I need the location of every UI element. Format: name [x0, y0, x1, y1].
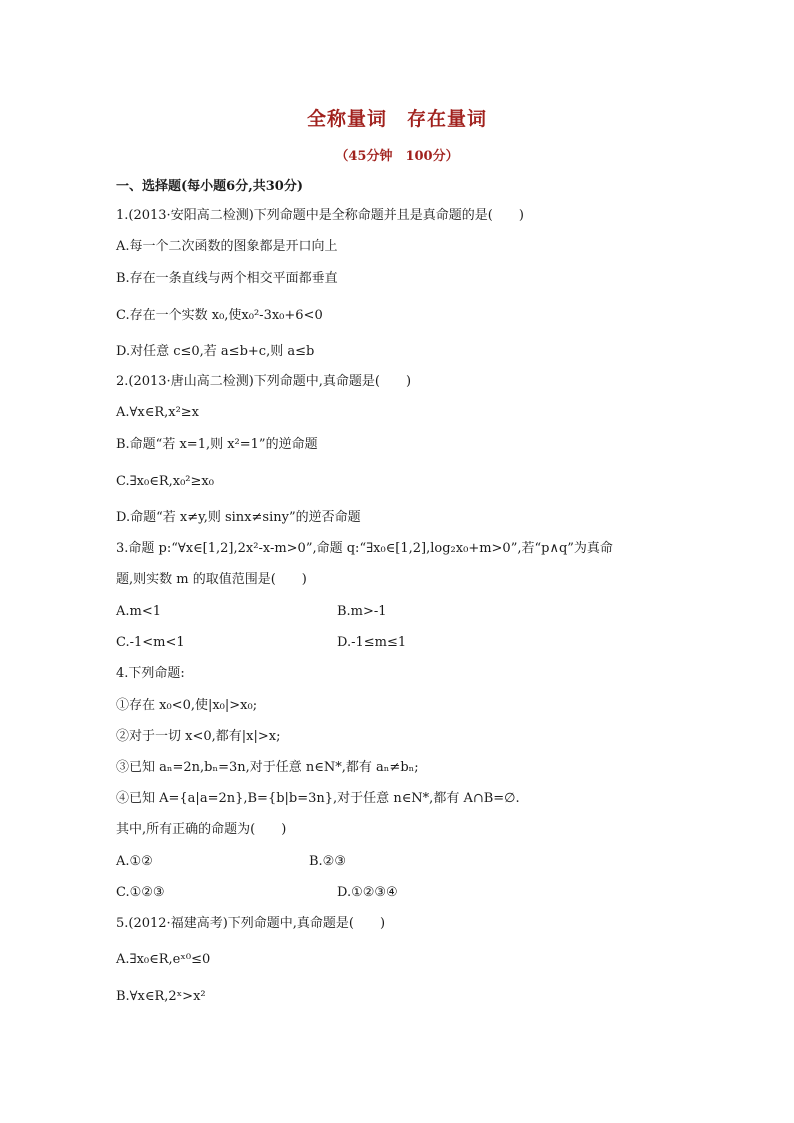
q4-option-d: D.①②③④ [337, 885, 398, 900]
q3-stem-line1: 3.命题 p:“∀x∈[1,2],2x²-x-m>0”,命题 q:“∃x₀∈[1,2],log₂x₀+m>0”,若“p∧q”为真命 [116, 541, 613, 556]
q4-option-c: C.①②③ [116, 885, 165, 900]
q2-option-a: A.∀x∈R,x²≥x [116, 405, 200, 420]
q4-statement-4: ④已知 A={a|a=2n},B={b|b=3n},对于任意 n∈N*,都有 A∩B=∅. [116, 791, 520, 806]
page-subtitle: （45分钟 100分） [335, 149, 459, 164]
q1-option-d: D.对任意 c≤0,若 a≤b+c,则 a≤b [116, 344, 315, 359]
q1-option-c: C.存在一个实数 x₀,使x₀²-3x₀+6<0 [116, 308, 323, 323]
q2-option-b: B.命题“若 x=1,则 x²=1”的逆命题 [116, 437, 318, 452]
q3-stem-line2: 题,则实数 m 的取值范围是( ) [116, 572, 307, 587]
q4-option-a: A.①② [116, 854, 153, 869]
q3-option-a: A.m<1 [116, 604, 162, 619]
q4-statement-1: ①存在 x₀<0,使|x₀|>x₀; [116, 698, 258, 713]
q4-stem: 4.下列命题: [116, 666, 185, 681]
q3-option-c: C.-1<m<1 [116, 635, 185, 650]
q2-option-c: C.∃x₀∈R,x₀²≥x₀ [116, 474, 214, 489]
page-title: 全称量词 存在量词 [306, 108, 487, 130]
q3-option-d: D.-1≤m≤1 [337, 635, 407, 650]
q4-statement-3: ③已知 aₙ=2n,bₙ=3n,对于任意 n∈N*,都有 aₙ≠bₙ; [116, 760, 419, 775]
q5-option-b: B.∀x∈R,2ˣ>x² [116, 989, 206, 1004]
q2-stem: 2.(2013·唐山高二检测)下列命题中,真命题是( ) [116, 374, 412, 389]
q4-statement-2: ②对于一切 x<0,都有|x|>x; [116, 729, 281, 744]
q4-question: 其中,所有正确的命题为( ) [116, 822, 287, 837]
q1-option-a: A.每一个二次函数的图象都是开口向上 [116, 239, 338, 254]
q5-stem: 5.(2012·福建高考)下列命题中,真命题是( ) [116, 916, 386, 931]
q5-option-a: A.∃x₀∈R,eˣ⁰≤0 [116, 952, 211, 967]
q4-option-b: B.②③ [309, 854, 346, 869]
q3-option-b: B.m>-1 [337, 604, 387, 619]
q2-option-d: D.命题“若 x≠y,则 sinx≠siny”的逆否命题 [116, 510, 361, 525]
q1-stem: 1.(2013·安阳高二检测)下列命题中是全称命题并且是真命题的是( ) [116, 208, 524, 223]
q1-option-b: B.存在一条直线与两个相交平面都垂直 [116, 271, 338, 286]
section-heading: 一、选择题(每小题6分,共30分) [116, 179, 303, 194]
